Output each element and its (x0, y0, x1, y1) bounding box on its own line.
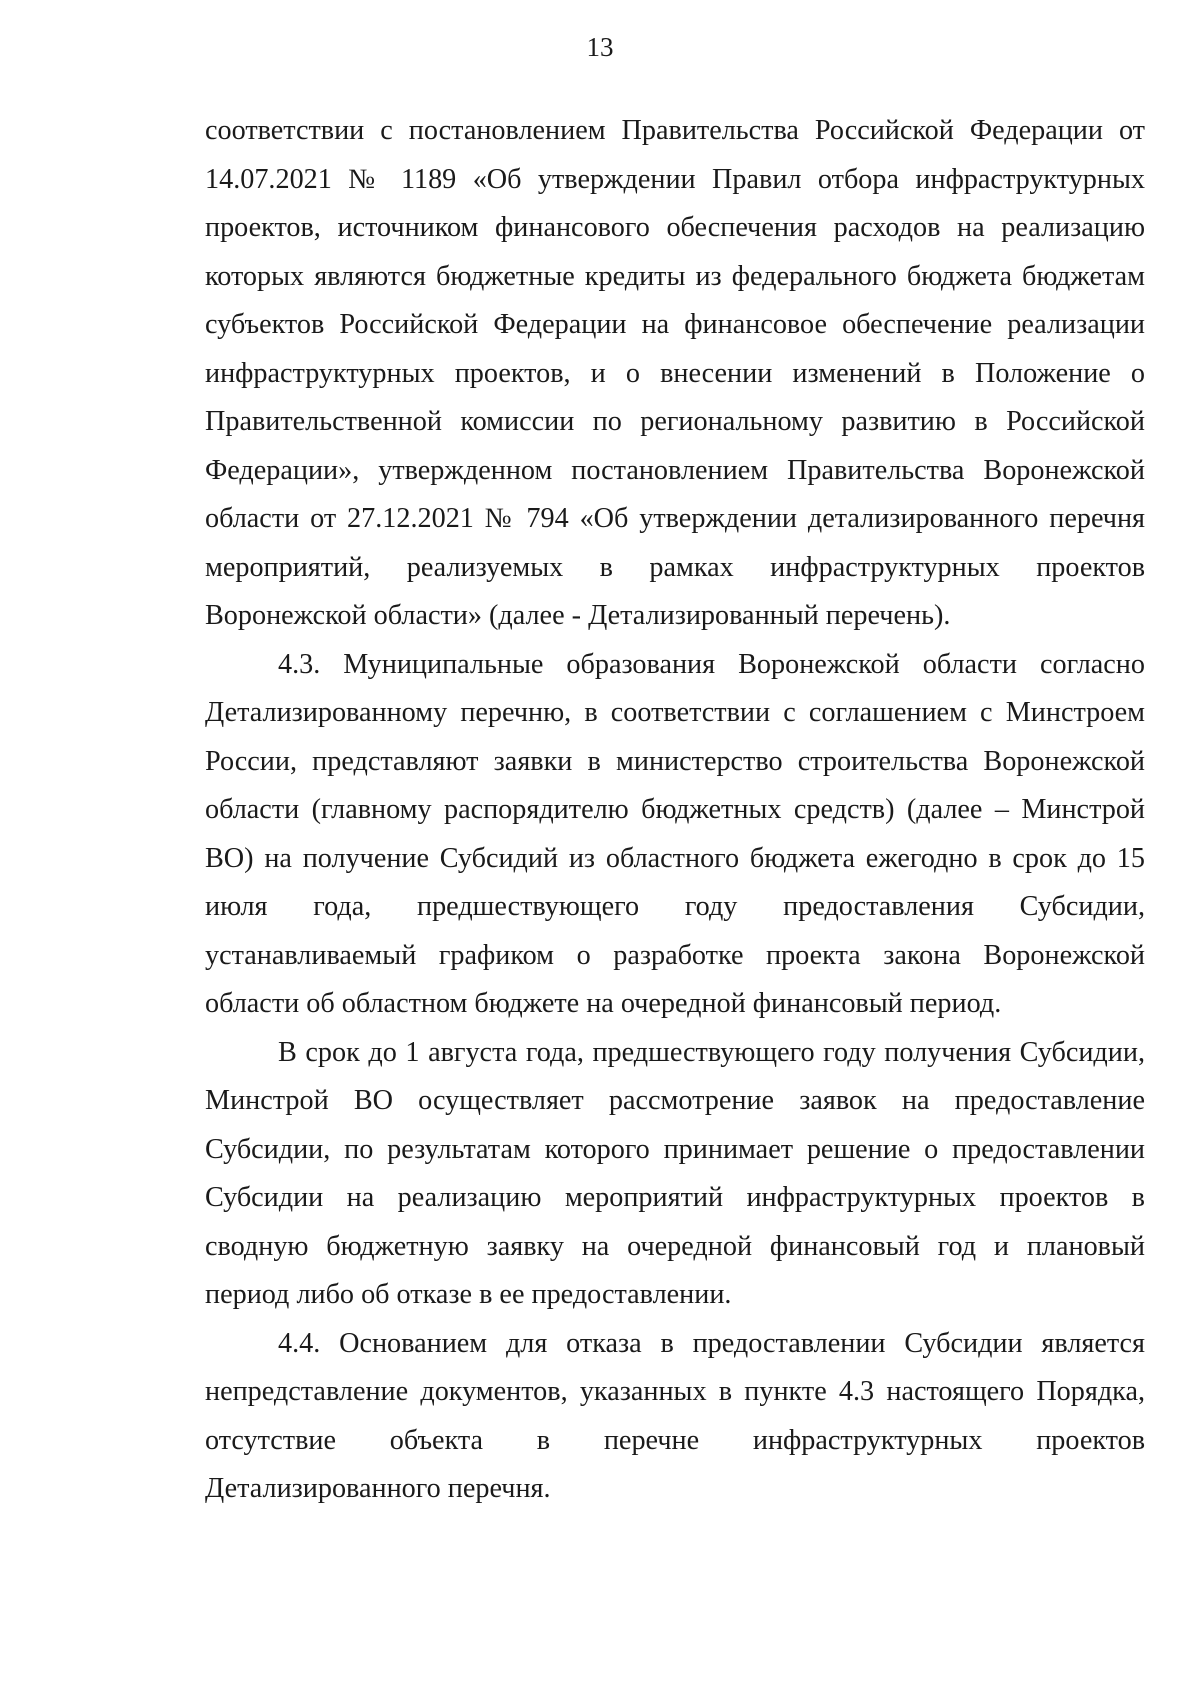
paragraph-4-4: 4.4. Основанием для отказа в предоставлении Субсидии является непредставление документов, указанных в пункте 4.3 настоящего Порядка, отсутствие объекта в перечне инфраструктурных проектов Детализированного перечня. (205, 1327, 1145, 1504)
paragraph-application-review: В срок до 1 августа года, предшествующего году получения Субсидии, Минстрой ВО осуществляет рассмотрение заявок на предоставление Субсидии, по результатам которого принимает решение о предоставлении Субсидии на реализацию мероприятий инфраструктурных проектов в сводную бюджетную заявку на очередной финансовый год и плановый период либо об отказе в ее предоставлении. (205, 1036, 1145, 1310)
page-number: 13 (586, 32, 614, 62)
paragraph-4-3: 4.3. Муниципальные образования Воронежской области согласно Детализированному перечню, в соответствии с соглашением с Минстроем России, представляют заявки в министерство строительства Воронежской области (главному распорядителю бюджетных средств) (далее – Минстрой ВО) на получение Субсидий из областного бюджета ежегодно в срок до 15 июля года, предшествующего году предоставления Субсидии, устанавливаемый графиком о разработке проекта закона Воронежской области об областном бюджете на очередной финансовый период. (205, 648, 1145, 1019)
document-body (205, 107, 1145, 1514)
paragraph-continuation: соответствии с постановлением Правительства Российской Федерации от 14.07.2021 № 1189 «Об утверждении Правил отбора инфраструктурных проектов, источником финансового обеспечения расходов на реализацию которых являются бюджетные кредиты из федерального бюджета бюджетам субъектов Российской Федерации на финансовое обеспечение реализации инфраструктурных проектов, и о внесении изменений в Положение о Правительственной комиссии по региональному развитию в Российской Федерации», утвержденном постановлением Правительства Воронежской области от 27.12.2021 № 794 «Об утверждении детализированного перечня мероприятий, реализуемых в рамках инфраструктурных проектов Воронежской области» (далее - Детализированный перечень). (205, 115, 1145, 631)
